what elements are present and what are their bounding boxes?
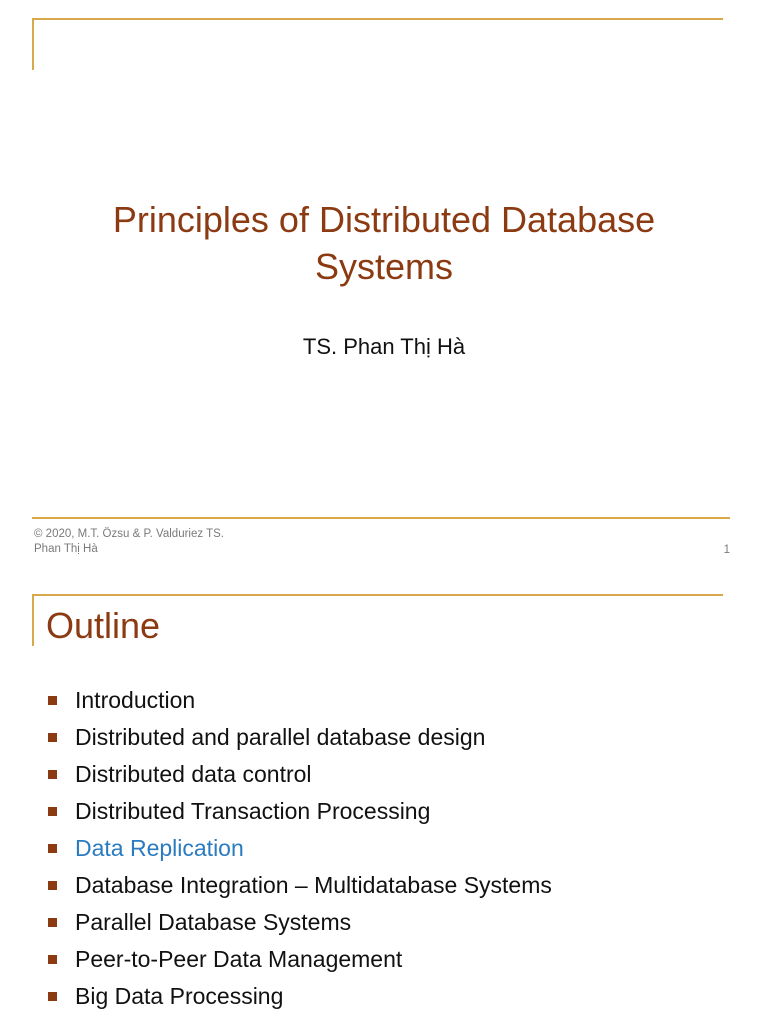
footer-line-1: © 2020, M.T. Özsu & P. Valduriez TS. [34, 528, 225, 540]
list-item-label: Distributed and parallel database design [75, 724, 486, 750]
outline-list [48, 682, 552, 1015]
square-bullet-icon [48, 881, 57, 890]
list-item-label: Data Replication [75, 835, 244, 861]
slide-title-heading [60, 196, 708, 290]
slide-outline [0, 570, 768, 1024]
square-bullet-icon [48, 696, 57, 705]
footer-rule [32, 517, 730, 519]
square-bullet-icon [48, 770, 57, 779]
list-item-label: Distributed data control [75, 761, 312, 787]
square-bullet-icon [48, 844, 57, 853]
list-item [48, 719, 552, 756]
list-item [48, 867, 552, 904]
list-item-label: Introduction [75, 687, 196, 713]
footer-line-2: Phan Thị Hà [34, 543, 98, 555]
square-bullet-icon [48, 992, 57, 1001]
list-item [48, 756, 552, 793]
list-item-label: Database Integration – Multidatabase Systems [75, 872, 552, 898]
square-bullet-icon [48, 918, 57, 927]
square-bullet-icon [48, 807, 57, 816]
author-name: TS. Phan Thị Hà [302, 334, 466, 359]
list-item-label: Big Data Processing [75, 983, 284, 1009]
list-item [48, 682, 552, 719]
list-item [48, 978, 552, 1015]
list-item-label: Parallel Database Systems [75, 909, 352, 935]
square-bullet-icon [48, 733, 57, 742]
square-bullet-icon [48, 955, 57, 964]
title-line-2: Systems [314, 246, 454, 287]
list-item [48, 904, 552, 941]
footer-copyright [34, 527, 274, 557]
page-number: 1 [723, 544, 730, 556]
list-item-active [48, 830, 552, 867]
list-item [48, 941, 552, 978]
decorative-left-rule [32, 18, 34, 70]
list-item-label: Peer-to-Peer Data Management [75, 946, 403, 972]
decorative-top-rule [32, 18, 723, 20]
list-item-label: Distributed Transaction Processing [75, 798, 431, 824]
decorative-left-rule [32, 594, 34, 646]
decorative-top-rule [32, 594, 723, 596]
list-item [48, 793, 552, 830]
title-line-1: Principles of Distributed Database [112, 199, 656, 240]
outline-heading: Outline [46, 605, 161, 646]
